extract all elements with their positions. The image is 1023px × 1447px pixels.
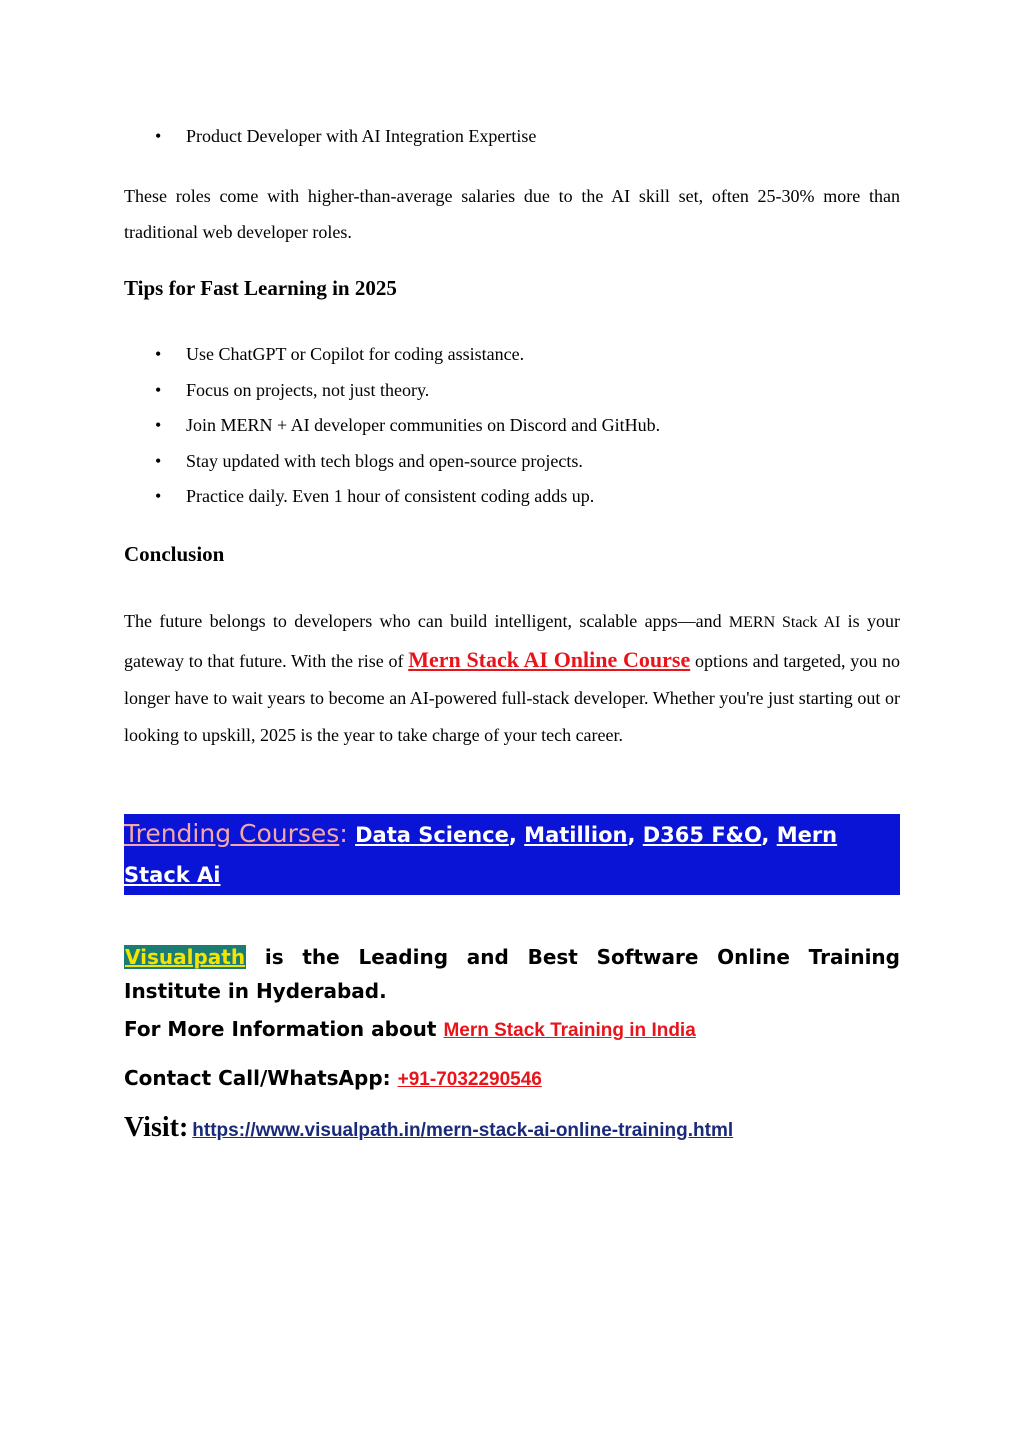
list-item-text: Product Developer with AI Integration Expertise bbox=[186, 126, 537, 146]
course-link-data-science[interactable]: Data Science bbox=[355, 823, 509, 847]
course-link-d365[interactable]: D365 F&O bbox=[642, 823, 762, 847]
separator: , bbox=[761, 823, 770, 847]
conclusion-heading: Conclusion bbox=[124, 542, 225, 566]
top-bullet-list bbox=[124, 119, 900, 155]
bullet-icon: • bbox=[155, 344, 162, 364]
course-link-mern-stack-ai[interactable]: Mern Stack Ai bbox=[124, 823, 838, 887]
trending-courses-banner bbox=[124, 814, 900, 895]
list-item-text: Join MERN + AI developer communities on Discord and GitHub. bbox=[186, 415, 661, 435]
trending-colon: : bbox=[339, 819, 348, 848]
conclusion-text-1: The future belongs to developers who can build intelligent, scalable apps—and bbox=[124, 611, 729, 631]
list-item-text: Use ChatGPT or Copilot for coding assistance. bbox=[186, 344, 525, 364]
visualpath-brand-link[interactable]: Visualpath bbox=[125, 945, 246, 969]
visualpath-statement bbox=[124, 940, 900, 1008]
bullet-icon: • bbox=[155, 450, 162, 471]
list-item bbox=[124, 408, 900, 444]
list-item bbox=[124, 479, 900, 515]
course-link[interactable]: Mern Stack AI Online Course bbox=[408, 647, 691, 672]
training-link[interactable]: Mern Stack Training in India bbox=[443, 1020, 696, 1041]
bullet-icon: • bbox=[155, 415, 162, 435]
website-link[interactable]: https://www.visualpath.in/mern-stack-ai-online-training.html bbox=[192, 1120, 734, 1141]
tips-heading: Tips for Fast Learning in 2025 bbox=[124, 276, 397, 300]
list-item-text: Stay updated with tech blogs and open-source projects. bbox=[186, 450, 583, 471]
bullet-icon: • bbox=[155, 379, 162, 400]
visualpath-text: is the Leading and Best Software Online Training Institute in Hyderabad. bbox=[124, 945, 900, 1003]
conclusion-text-small: MERN Stack AI bbox=[728, 614, 841, 631]
list-item bbox=[124, 337, 900, 373]
contact-label: Contact Call/WhatsApp: bbox=[124, 1066, 398, 1090]
conclusion-text-3: options and targeted, you no longer have to wait years to become an AI-powered full-stack developer. Whether you're just starting out or looking to upskill, 2025 is the year to take charge of your tech career. bbox=[124, 651, 900, 745]
course-link-matillion[interactable]: Matillion bbox=[524, 823, 628, 847]
separator: , bbox=[508, 823, 517, 847]
more-info-line bbox=[124, 1012, 696, 1048]
bullet-icon: • bbox=[155, 486, 162, 506]
list-item bbox=[124, 373, 900, 409]
contact-line bbox=[124, 1061, 542, 1097]
more-info-label: For More Information about bbox=[124, 1017, 444, 1041]
list-item-text: Practice daily. Even 1 hour of consistent coding adds up. bbox=[186, 486, 595, 506]
salary-paragraph: These roles come with higher-than-average salaries due to the AI skill set, often 25-30% more than traditional web developer roles. bbox=[124, 186, 900, 242]
bullet-icon: • bbox=[155, 126, 162, 146]
conclusion-paragraph bbox=[124, 603, 900, 754]
separator: , bbox=[627, 823, 636, 847]
conclusion-text-2: is your gateway to that future. With the rise of bbox=[124, 611, 901, 671]
trending-label: Trending Courses bbox=[124, 819, 340, 848]
tips-list bbox=[124, 337, 900, 515]
list-item-text: Focus on projects, not just theory. bbox=[186, 379, 430, 400]
list-item bbox=[124, 119, 900, 155]
list-item bbox=[124, 444, 900, 480]
visit-line bbox=[124, 1108, 733, 1152]
visit-label: Visit: bbox=[124, 1112, 189, 1143]
phone-link[interactable]: +91-7032290546 bbox=[397, 1069, 542, 1090]
